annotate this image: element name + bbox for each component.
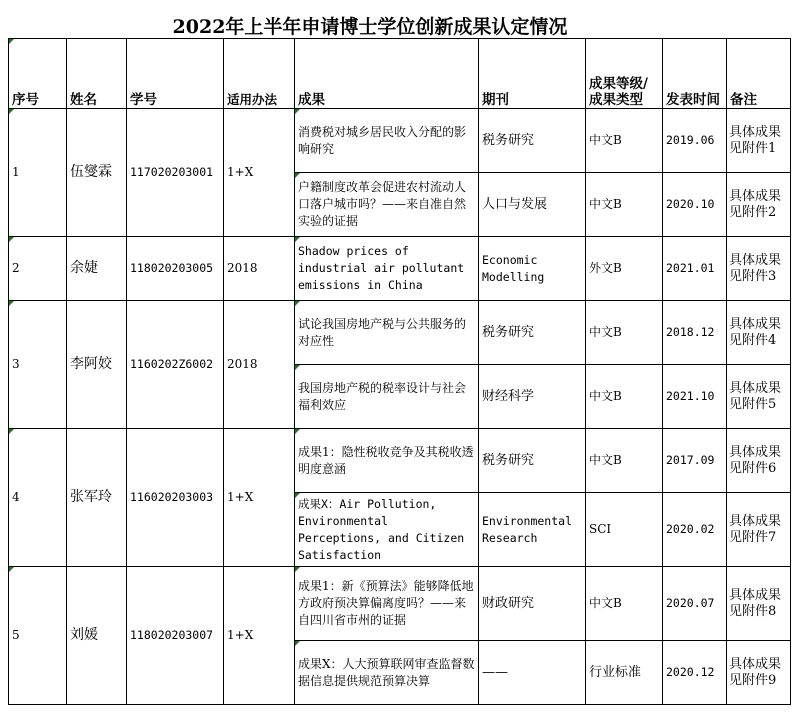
note-cell: 具体成果见附件9 xyxy=(727,641,791,705)
header-row xyxy=(9,39,791,109)
table-row xyxy=(9,109,791,173)
journal-cell: 税务研究 xyxy=(479,301,586,365)
method-cell: 1+X xyxy=(224,429,295,567)
header-date: 发表时间 xyxy=(663,39,727,109)
name-cell: 伍燮霖 xyxy=(67,109,127,237)
index-cell: 4 xyxy=(9,429,67,567)
header-result: 成果 xyxy=(295,39,479,109)
journal-cell: 税务研究 xyxy=(479,429,586,493)
date-cell: 2020.07 xyxy=(663,567,727,641)
level-cell: 中文B xyxy=(586,301,663,365)
journal-cell: Environmental Research xyxy=(479,493,586,567)
result-cell: 户籍制度改革会促进农村流动人口落户城市吗？——来自准自然实验的证据 xyxy=(295,173,479,237)
date-cell: 2017.09 xyxy=(663,429,727,493)
note-cell: 具体成果见附件3 xyxy=(727,237,791,301)
method-cell: 2018 xyxy=(224,301,295,429)
journal-cell: 财经科学 xyxy=(479,365,586,429)
method-cell: 1+X xyxy=(224,567,295,705)
level-cell: 中文B xyxy=(586,429,663,493)
journal-cell: Economic Modelling xyxy=(479,237,586,301)
level-cell: SCI xyxy=(586,493,663,567)
id-cell: 117020203001 xyxy=(127,109,224,237)
header-method: 适用办法 xyxy=(224,39,295,109)
method-cell: 2018 xyxy=(224,237,295,301)
result-cell: 成果X：人大预算联网审查监督数据信息提供规范预算决算 xyxy=(295,641,479,705)
journal-cell: 财政研究 xyxy=(479,567,586,641)
date-cell: 2020.02 xyxy=(663,493,727,567)
level-cell: 中文B xyxy=(586,109,663,173)
journal-cell: 税务研究 xyxy=(479,109,586,173)
note-cell: 具体成果见附件4 xyxy=(727,301,791,365)
header-index: 序号 xyxy=(9,39,67,109)
header-id: 学号 xyxy=(127,39,224,109)
name-cell: 刘媛 xyxy=(67,567,127,705)
result-cell: Shadow prices of industrial air pollutant emissions in China xyxy=(295,237,479,301)
result-cell: 我国房地产税的税率设计与社会福利效应 xyxy=(295,365,479,429)
result-cell: 成果1：隐性税收竞争及其税收透明度意涵 xyxy=(295,429,479,493)
note-cell: 具体成果见附件7 xyxy=(727,493,791,567)
page-title: 2022年上半年申请博士学位创新成果认定情况 xyxy=(172,16,568,38)
index-cell: 3 xyxy=(9,301,67,429)
date-cell: 2020.12 xyxy=(663,641,727,705)
result-cell: 消费税对城乡居民收入分配的影响研究 xyxy=(295,109,479,173)
index-cell: 1 xyxy=(9,109,67,237)
id-cell: 118020203005 xyxy=(127,237,224,301)
note-cell: 具体成果见附件1 xyxy=(727,109,791,173)
note-cell: 具体成果见附件5 xyxy=(727,365,791,429)
results-table xyxy=(8,38,791,705)
name-cell: 李阿姣 xyxy=(67,301,127,429)
result-cell: 成果1：新《预算法》能够降低地方政府预决算偏离度吗？——来自四川省市州的证据 xyxy=(295,567,479,641)
result-cell: 试论我国房地产税与公共服务的对应性 xyxy=(295,301,479,365)
date-cell: 2021.10 xyxy=(663,365,727,429)
journal-cell: —— xyxy=(479,641,586,705)
level-cell: 行业标准 xyxy=(586,641,663,705)
index-cell: 2 xyxy=(9,237,67,301)
note-cell: 具体成果见附件8 xyxy=(727,567,791,641)
level-cell: 中文B xyxy=(586,365,663,429)
id-cell: 116020203003 xyxy=(127,429,224,567)
table-row xyxy=(9,567,791,641)
result-cell: 成果X：Air Pollution, Environmental Perceptions, and Citizen Satisfaction xyxy=(295,493,479,567)
index-cell: 5 xyxy=(9,567,67,705)
date-cell: 2021.01 xyxy=(663,237,727,301)
method-cell: 1+X xyxy=(224,109,295,237)
header-level: 成果等级/成果类型 xyxy=(586,39,663,109)
date-cell: 2018.12 xyxy=(663,301,727,365)
name-cell: 余婕 xyxy=(67,237,127,301)
id-cell: 118020203007 xyxy=(127,567,224,705)
name-cell: 张军玲 xyxy=(67,429,127,567)
level-cell: 外文B xyxy=(586,237,663,301)
note-cell: 具体成果见附件6 xyxy=(727,429,791,493)
level-cell: 中文B xyxy=(586,567,663,641)
table-row xyxy=(9,237,791,301)
id-cell: 1160202Z6002 xyxy=(127,301,224,429)
table-row xyxy=(9,301,791,365)
header-note: 备注 xyxy=(727,39,791,109)
journal-cell: 人口与发展 xyxy=(479,173,586,237)
note-cell: 具体成果见附件2 xyxy=(727,173,791,237)
date-cell: 2019.06 xyxy=(663,109,727,173)
date-cell: 2020.10 xyxy=(663,173,727,237)
table-row xyxy=(9,429,791,493)
level-cell: 中文B xyxy=(586,173,663,237)
header-name: 姓名 xyxy=(67,39,127,109)
header-journal: 期刊 xyxy=(479,39,586,109)
